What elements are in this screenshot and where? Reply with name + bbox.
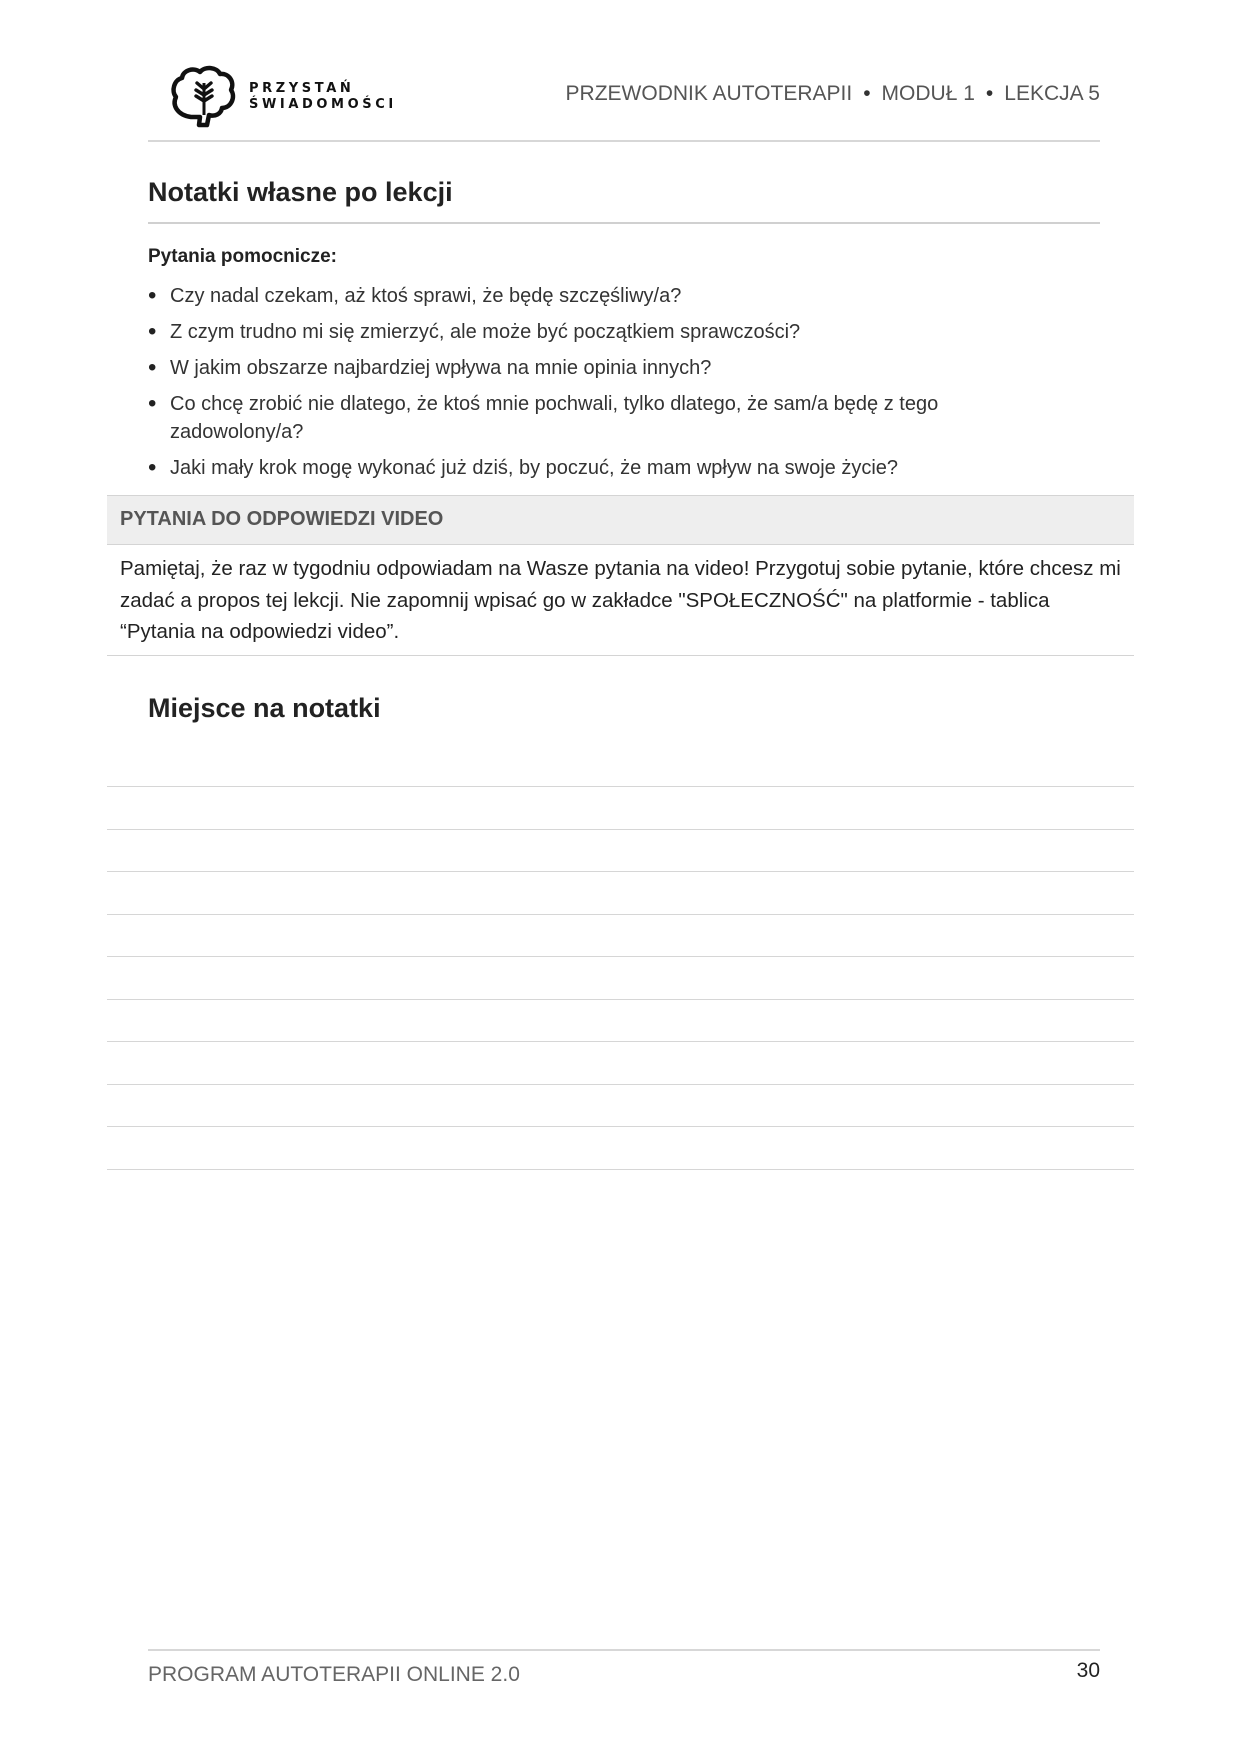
- list-item: • Czy nadal czekam, aż ktoś sprawi, że będę szczęśliwy/a?: [148, 282, 1048, 310]
- page-header: [148, 60, 1100, 142]
- video-questions-body: [107, 545, 1134, 656]
- note-line: [107, 786, 1134, 787]
- note-line: [107, 829, 1134, 830]
- helper-questions-heading: Pytania pomocnicze:: [148, 246, 337, 267]
- logo-text: PRZYSTAŃ ŚWIADOMOŚCI: [249, 81, 397, 112]
- note-line: [107, 956, 1134, 957]
- notes-space-title: Miejsce na notatki: [148, 693, 381, 723]
- brain-wheat-logo-icon: [169, 65, 237, 129]
- helper-questions-list: [148, 282, 1048, 490]
- note-line: [107, 1169, 1134, 1170]
- page-number: 30: [1076, 1659, 1100, 1682]
- video-questions-title: PYTANIA DO ODPOWIEDZI VIDEO: [120, 508, 444, 530]
- note-line: [107, 1084, 1134, 1085]
- page-footer: [148, 1649, 1100, 1711]
- breadcrumb-guide: PRZEWODNIK AUTOTERAPII: [565, 82, 853, 105]
- note-line: [107, 1126, 1134, 1127]
- breadcrumb: [566, 82, 1100, 106]
- logo: [169, 65, 397, 129]
- breadcrumb-module: MODUŁ 1: [881, 82, 975, 105]
- breadcrumb-separator: •: [985, 82, 994, 105]
- list-item: • Jaki mały krok mogę wykonać już dziś, by poczuć, że mam wpływ na swoje życie?: [148, 454, 1048, 482]
- list-item: • Co chcę zrobić nie dlatego, że ktoś mnie pochwali, tylko dlatego, że sam/a będę z tego zadowolony/a?: [148, 390, 1048, 446]
- note-line: [107, 914, 1134, 915]
- video-questions-header: [107, 495, 1134, 545]
- section-divider: [148, 222, 1100, 224]
- note-line: [107, 1041, 1134, 1042]
- breadcrumb-separator: •: [863, 82, 871, 105]
- note-line: [107, 999, 1134, 1000]
- list-item: • Z czym trudno mi się zmierzyć, ale może być początkiem sprawczości?: [148, 318, 1048, 346]
- breadcrumb-lesson: LEKCJA 5: [1004, 82, 1100, 105]
- notes-section-title: Notatki własne po lekcji: [148, 177, 453, 207]
- video-questions-text: Pamiętaj, że raz w tygodniu odpowiadam na Wasze pytania na video! Przygotuj sobie pytanie, które chcesz mi zadać a propos tej lekcji. Nie zapomnij wpisać go w zakładce "SPOŁECZNOŚĆ" na platformie - tablica “Pytania na odpowiedzi video”.: [120, 557, 1121, 643]
- list-item: • W jakim obszarze najbardziej wpływa na mnie opinia innych?: [148, 354, 1048, 382]
- footer-program-name: PROGRAM AUTOTERAPII ONLINE 2.0: [148, 1663, 520, 1686]
- note-line: [107, 871, 1134, 872]
